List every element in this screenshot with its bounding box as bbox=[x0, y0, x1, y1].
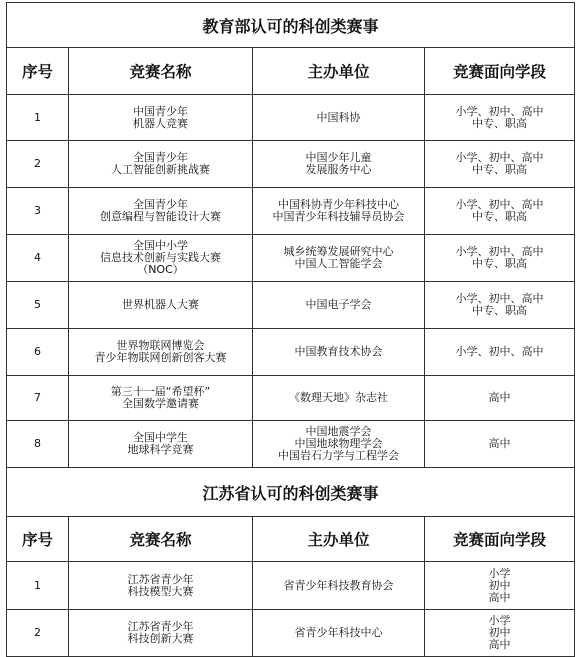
cell-level: 小学、初中、高中 bbox=[425, 329, 575, 376]
cell-no: 8 bbox=[7, 421, 69, 468]
cell-no: 5 bbox=[7, 282, 69, 329]
competition-tables bbox=[6, 2, 574, 657]
cell-org: 省青少年科技中心 bbox=[253, 610, 425, 657]
table-row bbox=[7, 376, 575, 421]
cell-level: 小学、初中、高中 中专、职高 bbox=[425, 235, 575, 282]
header-org: 主办单位 bbox=[253, 48, 425, 95]
header-org: 主办单位 bbox=[253, 517, 425, 562]
cell-name: 全国青少年 人工智能创新挑战赛 bbox=[69, 141, 253, 188]
cell-name: 江苏省青少年 科技模型大赛 bbox=[69, 562, 253, 610]
table-row bbox=[7, 95, 575, 141]
cell-name: 全国青少年 创意编程与智能设计大赛 bbox=[69, 188, 253, 235]
cell-level: 高中 bbox=[425, 376, 575, 421]
table-row bbox=[7, 329, 575, 376]
cell-name: 江苏省青少年 科技创新大赛 bbox=[69, 610, 253, 657]
header-name: 竞赛名称 bbox=[69, 517, 253, 562]
competition-table bbox=[6, 2, 575, 657]
cell-name: 中国青少年 机器人竞赛 bbox=[69, 95, 253, 141]
cell-org: 中国地震学会 中国地球物理学会 中国岩石力学与工程学会 bbox=[253, 421, 425, 468]
cell-org: 中国教育技术协会 bbox=[253, 329, 425, 376]
table-row bbox=[7, 610, 575, 657]
cell-name: 第三十一届“希望杯” 全国数学邀请赛 bbox=[69, 376, 253, 421]
table-row bbox=[7, 282, 575, 329]
cell-name: 世界物联网博览会 青少年物联网创新创客大赛 bbox=[69, 329, 253, 376]
cell-level: 小学、初中、高中 中专、职高 bbox=[425, 188, 575, 235]
cell-org: 城乡统筹发展研究中心 中国人工智能学会 bbox=[253, 235, 425, 282]
table-row bbox=[7, 562, 575, 610]
cell-org: 省青少年科技教育协会 bbox=[253, 562, 425, 610]
cell-no: 3 bbox=[7, 188, 69, 235]
header-no: 序号 bbox=[7, 517, 69, 562]
cell-no: 7 bbox=[7, 376, 69, 421]
header-name: 竞赛名称 bbox=[69, 48, 253, 95]
header-level: 竞赛面向学段 bbox=[425, 517, 575, 562]
cell-level: 小学 初中 高中 bbox=[425, 610, 575, 657]
cell-org: 中国科协 bbox=[253, 95, 425, 141]
cell-org: 《数理天地》杂志社 bbox=[253, 376, 425, 421]
cell-org: 中国少年儿童 发展服务中心 bbox=[253, 141, 425, 188]
table-row bbox=[7, 235, 575, 282]
moe-section-title: 教育部认可的科创类赛事 bbox=[7, 3, 575, 48]
table-row bbox=[7, 141, 575, 188]
cell-level: 小学 初中 高中 bbox=[425, 562, 575, 610]
table-row bbox=[7, 421, 575, 468]
cell-no: 1 bbox=[7, 95, 69, 141]
cell-level: 高中 bbox=[425, 421, 575, 468]
cell-org: 中国科协青少年科技中心 中国青少年科技辅导员协会 bbox=[253, 188, 425, 235]
cell-name: 世界机器人大赛 bbox=[69, 282, 253, 329]
cell-org: 中国电子学会 bbox=[253, 282, 425, 329]
js-section-title: 江苏省认可的科创类赛事 bbox=[7, 468, 575, 517]
header-level: 竞赛面向学段 bbox=[425, 48, 575, 95]
cell-no: 6 bbox=[7, 329, 69, 376]
header-no: 序号 bbox=[7, 48, 69, 95]
cell-name: 全国中学生 地球科学竞赛 bbox=[69, 421, 253, 468]
cell-level: 小学、初中、高中 中专、职高 bbox=[425, 95, 575, 141]
cell-level: 小学、初中、高中 中专、职高 bbox=[425, 282, 575, 329]
cell-no: 1 bbox=[7, 562, 69, 610]
cell-level: 小学、初中、高中 中专、职高 bbox=[425, 141, 575, 188]
cell-no: 2 bbox=[7, 141, 69, 188]
table-row bbox=[7, 188, 575, 235]
cell-name: 全国中小学 信息技术创新与实践大赛 （NOC） bbox=[69, 235, 253, 282]
cell-no: 2 bbox=[7, 610, 69, 657]
cell-no: 4 bbox=[7, 235, 69, 282]
